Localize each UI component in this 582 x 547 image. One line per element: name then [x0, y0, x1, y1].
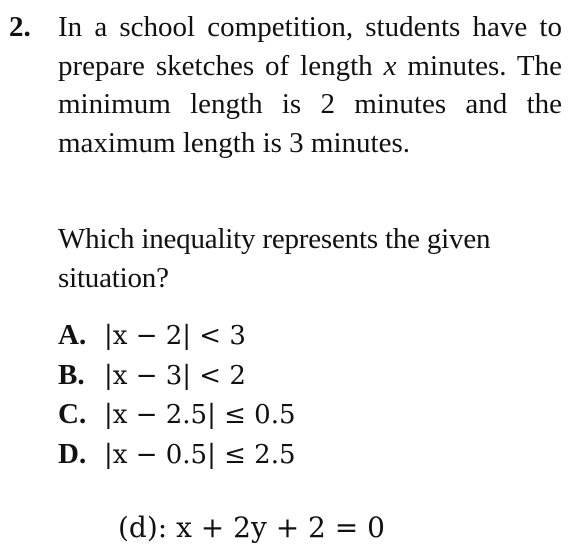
question-number: 2.	[9, 11, 31, 43]
stem-variable: x	[383, 49, 397, 82]
option-letter: B.	[58, 358, 85, 391]
option-a[interactable]	[58, 316, 296, 356]
option-b[interactable]	[58, 356, 296, 396]
answer-options	[58, 316, 296, 474]
option-expression: |x − 2.5| ≤ 0.5	[104, 400, 296, 430]
option-expression: |x − 0.5| ≤ 2.5	[104, 439, 296, 470]
question-stem	[58, 8, 562, 162]
option-letter: A.	[58, 319, 87, 351]
stem-text-end: minutes. The minimum length is 2 minutes and the maximum length is 3 minutes.	[58, 49, 562, 159]
next-item-fragment: (d): x + 2y + 2 = 0	[118, 511, 385, 544]
option-letter: D.	[58, 437, 87, 470]
option-expression: |x − 2| < 3	[104, 321, 246, 351]
option-c[interactable]	[58, 395, 296, 435]
option-d[interactable]	[58, 435, 296, 475]
option-expression: |x − 3| < 2	[104, 360, 246, 391]
stem-text-start: In a school competition, students have to prepare sketches of length	[58, 11, 562, 82]
question-prompt: Which inequality represents the given situation?	[58, 223, 491, 294]
option-letter: C.	[58, 398, 87, 430]
